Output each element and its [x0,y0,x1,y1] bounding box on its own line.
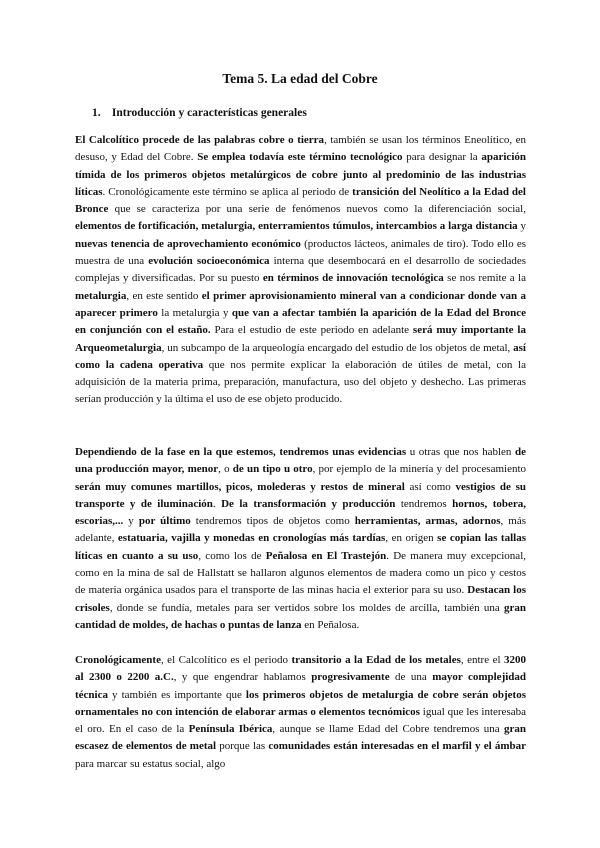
bold-text-run: así como la cadena operativa [75,341,526,371]
bold-text-run: gran escasez de elementos de metal [75,723,526,753]
text-run: . [212,497,222,510]
text-run: que se caracteriza por una serie de fenómenos nuevos como la diferenciación social, [108,203,526,216]
bold-text-run: Península Ibérica [188,723,273,736]
bold-text-run: comunidades están interesadas en el marfil y el ámbar [268,740,526,753]
bold-text-run: nuevas tenencia de aprovechamiento económico [75,237,301,250]
text-run: , entre el [460,654,505,666]
bold-text-run: El Calcolítico procede de las palabras cobre o tierra [75,134,325,146]
text-run: , o [218,463,233,476]
bold-text-run: estatuaria, vajilla y monedas en cronologías más tardías [117,532,386,545]
bold-text-run: Peñalosa en El Trastejón [265,549,387,562]
bold-text-run: progresivamente [311,671,390,684]
text-run: , un subcampo de la arqueología encargado del estudio de los objetos de metal, [161,341,514,354]
text-run: , y que engendrar hablamos [173,671,312,684]
bold-text-run: elementos de fortificación, metalurgia, enterramientos túmulos, intercambios a larga distancia [75,220,518,233]
bold-text-run: en términos de innovación tecnológica [262,272,444,285]
bold-text-run: será muy importante la Arqueometalurgia [75,324,526,354]
bold-text-run: por último [138,515,191,528]
text-run: y [123,515,139,528]
bold-text-run: evolución socioeconómica [148,255,270,268]
document-title: Tema 5. La edad del Cobre [222,71,378,86]
section-heading [92,107,307,119]
bold-text-run: transición del Neolítico a la Edad del Bronce [75,185,526,216]
paragraph-3 [75,652,526,773]
bold-text-run: Se emplea todavía este término tecnológico [197,151,403,164]
text-run: , también se usan los términos Eneolítico, en desuso, y Edad del Cobre. [75,134,526,164]
bold-text-run: 3200 al 2300 o 2200 a.C. [75,654,527,684]
text-run: porque las [216,740,269,753]
bold-text-run: de un tipo u otro [232,463,313,476]
text-run: para marcar su estatus social, algo [75,757,226,770]
text-run: , más adelante, [75,515,527,545]
bold-text-run: Cronológicamente [75,654,161,666]
paragraph-1 [75,132,526,409]
text-run: . De manera muy excepcional, como en la mina de sal de Hallstatt se hallaron algunos elementos de madera como un pico y cestos de materia orgánica usados para el transporte de las minas hacia el exterior para su uso. [75,549,526,597]
paragraph-2 [75,444,526,634]
bold-text-run: vestigios de su transporte y de iluminación [75,480,526,510]
text-run: , por ejemplo de la minería y del procesamiento [312,463,527,476]
text-run: en Peñalosa. [301,618,360,631]
bold-text-run: se copian las tallas líticas en cuanto a su uso [75,532,526,562]
text-run: tendremos tipos de objetos como [190,515,355,528]
bold-text-run: herramientas, armas, adornos [354,515,501,528]
text-run: , en origen [385,532,438,545]
text-run: para designar la [402,151,482,164]
bold-text-run: transitorio a la Edad de los metales [291,654,461,666]
text-run: , como los de [198,549,266,562]
section-number: 1. [92,107,101,119]
text-run: y [517,220,527,233]
bold-text-run: gran cantidad de moldes, de hachas o puntas de lanza [75,601,526,631]
bold-text-run: Destacan los crisoles [75,584,526,614]
text-run: y también es importante que [107,688,246,701]
bold-text-run: que van a afectar también la aparición de la Edad del Bronce en conjunción con el estaño. [75,306,527,337]
bold-text-run: mayor complejidad técnica [75,671,527,701]
bold-text-run: aparición tímida de los primeros objetos metalúrgicos de cobre junto al predominio de las industrias líticas [75,151,526,198]
bold-text-run: hornos, tobera, escorias,... [75,497,526,528]
bold-text-run: de una producción mayor, menor [75,446,526,476]
text-run: igual que les interesaba el oro. En el caso de la [75,705,526,736]
text-run: que nos permite explicar la elaboración de útiles de metal, con la adquisición de la materia prima, preparación, manufactura, uso del objeto y deshecho. Las primeras serían producción y la última el uso de ese objeto producido. [75,358,526,406]
bold-text-run: serán muy comunes martillos, picos, molederas y restos de mineral [75,480,405,493]
bold-text-run: el primer aprovisionamiento mineral van a condicionar donde van a aparecer primero [75,289,526,319]
text-run: , en este sentido [126,289,202,302]
text-run: u otras que nos hablen [406,446,515,458]
text-run: (productos lácteos, animales de tiro). Todo ello es muestra de una [75,237,526,268]
text-run: así como [404,480,456,493]
bold-text-run: metalurgia [75,289,127,302]
section-label: Introducción y características generales [111,107,307,119]
text-run: , donde se fundía, metales para ser vertidos sobre los moldes de arcilla, también una [109,601,504,614]
bold-text-run: los primeros objetos de metalurgia de cobre serán objetos ornamentales no con intención de elaborar armas o elementos tecnómicos [75,688,526,718]
bold-text-run: Dependiendo de la fase en la que estemos, tendremos unas evidencias [75,446,407,458]
text-run: interna que desembocará en el desarrollo de sociedades complejas y diversificadas. Por su puesto [75,255,526,285]
text-run: . Cronológicamente este término se aplica al periodo de [102,185,353,198]
bold-text-run: De la transformación y producción [221,497,396,510]
text-run: , aunque se llame Edad del Cobre tendremos una [272,723,504,736]
text-run: la metalurgia y [157,306,232,319]
text-run: de una [389,671,433,684]
text-run: , el Calcolítico es el periodo [160,654,292,666]
text-run: tendremos [395,497,453,510]
text-run: se nos remite a la [443,272,526,285]
text-run: Para el estudio de este periodo en adelante [210,324,413,337]
